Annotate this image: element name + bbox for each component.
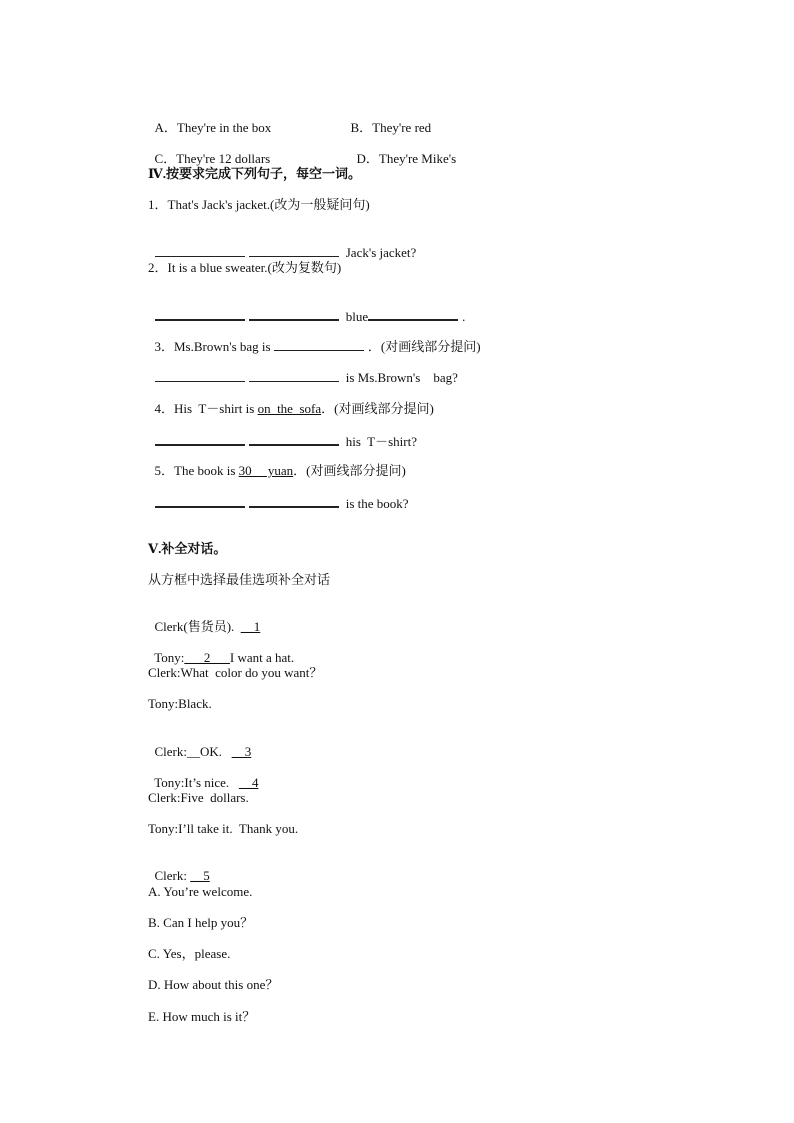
q1-answer-line bbox=[148, 228, 416, 261]
q4-prompt bbox=[148, 385, 434, 417]
answer-blank[interactable] bbox=[249, 307, 339, 321]
dialog-blank-4[interactable]: __4 bbox=[238, 775, 259, 790]
dialog-line-2 bbox=[148, 634, 294, 666]
choice-c: C. Yes，please. bbox=[148, 946, 231, 961]
dialog-text: I want a hat. bbox=[229, 650, 295, 665]
q3-answer-line bbox=[148, 353, 458, 386]
q3-answer-tail: is Ms.Brown's bag? bbox=[342, 370, 458, 385]
answer-blank[interactable] bbox=[249, 494, 339, 508]
q1-answer-tail: Jack's jacket? bbox=[342, 245, 417, 260]
dialog-text: Clerk:__OK. bbox=[154, 744, 232, 759]
q4-underlined: on the sofa bbox=[257, 401, 322, 416]
q1-prompt: 1．That's Jack's jacket.(改为一般疑问句) bbox=[148, 197, 370, 212]
q5-prompt-end: ．(对画线部分提问) bbox=[293, 463, 406, 478]
option-row-ab bbox=[148, 104, 431, 136]
q3-prompt-start: 3．Ms.Brown's bag is bbox=[154, 339, 274, 354]
answer-blank[interactable] bbox=[249, 369, 339, 382]
dialog-text: Tony: bbox=[154, 650, 185, 665]
answer-blank[interactable] bbox=[249, 244, 339, 257]
q2-prompt: 2．It is a blue sweater.(改为复数句) bbox=[148, 260, 342, 275]
dialog-text: Clerk(售货员). bbox=[154, 619, 241, 634]
dialog-line-6 bbox=[148, 759, 258, 791]
q2-answer-mid: blue bbox=[342, 309, 369, 324]
choice-b: B. Can I help you？ bbox=[148, 915, 254, 930]
answer-blank[interactable] bbox=[155, 432, 245, 446]
option-c: C．They're 12 dollars bbox=[154, 151, 271, 166]
option-row-cd bbox=[148, 135, 456, 167]
dialog-blank-5[interactable]: __5 bbox=[190, 868, 210, 883]
answer-blank[interactable] bbox=[155, 369, 245, 382]
option-a: A．They're in the box bbox=[154, 120, 272, 135]
q4-prompt-start: 4．His T－shirt is bbox=[154, 401, 258, 416]
answer-blank[interactable] bbox=[155, 494, 245, 508]
q3-prompt bbox=[148, 322, 481, 355]
q4-answer-tail: his T－shirt? bbox=[342, 434, 418, 449]
dialog-text: Tony:It’s nice. bbox=[154, 775, 239, 790]
dialog-line-8: Tony:I’ll take it. Thank you. bbox=[148, 821, 299, 836]
q5-prompt-start: 5．The book is bbox=[154, 463, 239, 478]
answer-blank[interactable] bbox=[249, 432, 339, 446]
q4-prompt-end: ．(对画线部分提问) bbox=[321, 401, 434, 416]
dialog-blank-2[interactable]: ___2___ bbox=[184, 650, 230, 665]
q4-answer-line bbox=[148, 416, 417, 450]
q2-answer-end: . bbox=[462, 309, 466, 324]
dialog-text: Clerk: bbox=[154, 868, 191, 883]
q5-underlined: 30 yuan bbox=[238, 463, 294, 478]
choice-d: D. How about this one？ bbox=[148, 977, 279, 992]
choice-a: A. You’re welcome. bbox=[148, 884, 253, 899]
section5-instruction: 从方框中选择最佳选项补全对话 bbox=[148, 572, 331, 587]
answer-blank[interactable] bbox=[368, 307, 458, 321]
dialog-line-4: Tony:Black. bbox=[148, 696, 212, 711]
q5-prompt bbox=[148, 447, 406, 479]
dialog-blank-3[interactable]: __3 bbox=[231, 744, 252, 759]
dialog-line-3: Clerk:What color do you want？ bbox=[148, 665, 323, 680]
q5-answer-line bbox=[148, 478, 409, 512]
answer-blank[interactable] bbox=[155, 307, 245, 321]
section4-heading: Ⅳ.按要求完成下列句子，每空一词。 bbox=[148, 166, 362, 181]
dialog-line-5 bbox=[148, 728, 251, 760]
underlined-blank bbox=[274, 338, 364, 351]
section5-heading: Ⅴ.补全对话。 bbox=[148, 541, 227, 556]
q5-answer-tail: is the book? bbox=[342, 496, 409, 511]
dialog-blank-1[interactable]: __1 bbox=[240, 619, 261, 634]
option-d: D．They're Mike's bbox=[356, 151, 457, 166]
dialog-line-1 bbox=[148, 603, 260, 635]
q2-answer-line bbox=[148, 291, 465, 325]
dialog-line-7: Clerk:Five dollars. bbox=[148, 790, 249, 805]
dialog-line-9 bbox=[148, 852, 210, 884]
q3-prompt-end: ．(对画线部分提问) bbox=[367, 339, 481, 354]
choice-e: E. How much is it？ bbox=[148, 1009, 256, 1024]
option-b: B．They're red bbox=[350, 120, 432, 135]
answer-blank[interactable] bbox=[155, 244, 245, 257]
